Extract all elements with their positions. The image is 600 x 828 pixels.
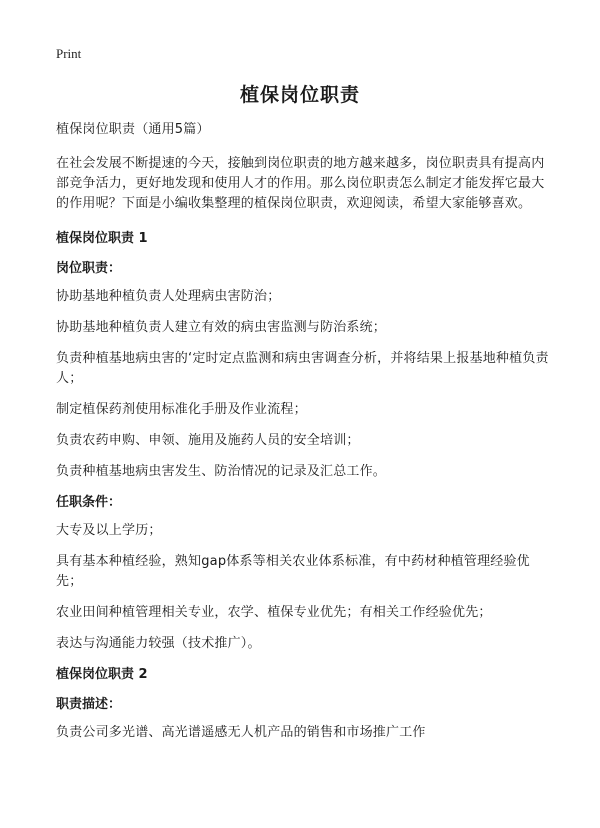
duties-heading: 岗位职责： xyxy=(56,261,122,276)
duty-item: 协助基地种植负责人处理病虫害防治； xyxy=(56,289,281,304)
page-title: 植保岗位职责 xyxy=(239,84,360,106)
requirement-item: 具有基本种植经验，熟知gap体系等相关农业体系标准，有中药材种植管理经验优先； xyxy=(56,554,530,589)
description-list xyxy=(56,723,552,743)
requirements-heading: 任职条件： xyxy=(56,495,122,510)
duties-list xyxy=(56,287,552,482)
document-content xyxy=(56,120,552,754)
requirement-item: 大专及以上学历； xyxy=(56,523,162,538)
print-label: Print xyxy=(56,46,82,61)
requirements-list xyxy=(56,521,552,654)
duty-item: 制定植保药剂使用标准化手册及作业流程； xyxy=(56,402,307,417)
description-item: 负责公司多光谱、高光谱遥感无人机产品的销售和市场推广工作 xyxy=(56,725,426,740)
description-heading: 职责描述： xyxy=(56,697,122,712)
section-2-heading: 植保岗位职责 2 xyxy=(56,667,148,682)
duty-item: 负责种植基地病虫害发生、防治情况的记录及汇总工作。 xyxy=(56,464,387,479)
requirement-item: 农业田间种植管理相关专业，农学、植保专业优先；有相关工作经验优先； xyxy=(56,605,492,620)
duty-item: 协助基地种植负责人建立有效的病虫害监测与防治系统； xyxy=(56,320,387,335)
requirement-item: 表达与沟通能力较强（技术推广）。 xyxy=(56,636,261,651)
duty-item: 负责种植基地病虫害的‘定时定点监测和病虫害调查分析，并将结果上报基地种植负责人； xyxy=(56,351,549,386)
duty-item: 负责农药申购、申领、施用及施药人员的安全培训； xyxy=(56,433,360,448)
section-1-heading: 植保岗位职责 1 xyxy=(56,231,148,246)
intro-paragraph: 在社会发展不断提速的今天，接触到岗位职责的地方越来越多，岗位职责具有提高内部竞争活力，更好地发现和使用人才的作用。那么岗位职责怎么制定才能发挥它最大的作用呢？下面是小编收集整理的植保岗位职责，欢迎阅读，希望大家能够喜欢。 xyxy=(56,156,545,211)
document-subtitle: 植保岗位职责（通用5篇） xyxy=(56,122,210,137)
